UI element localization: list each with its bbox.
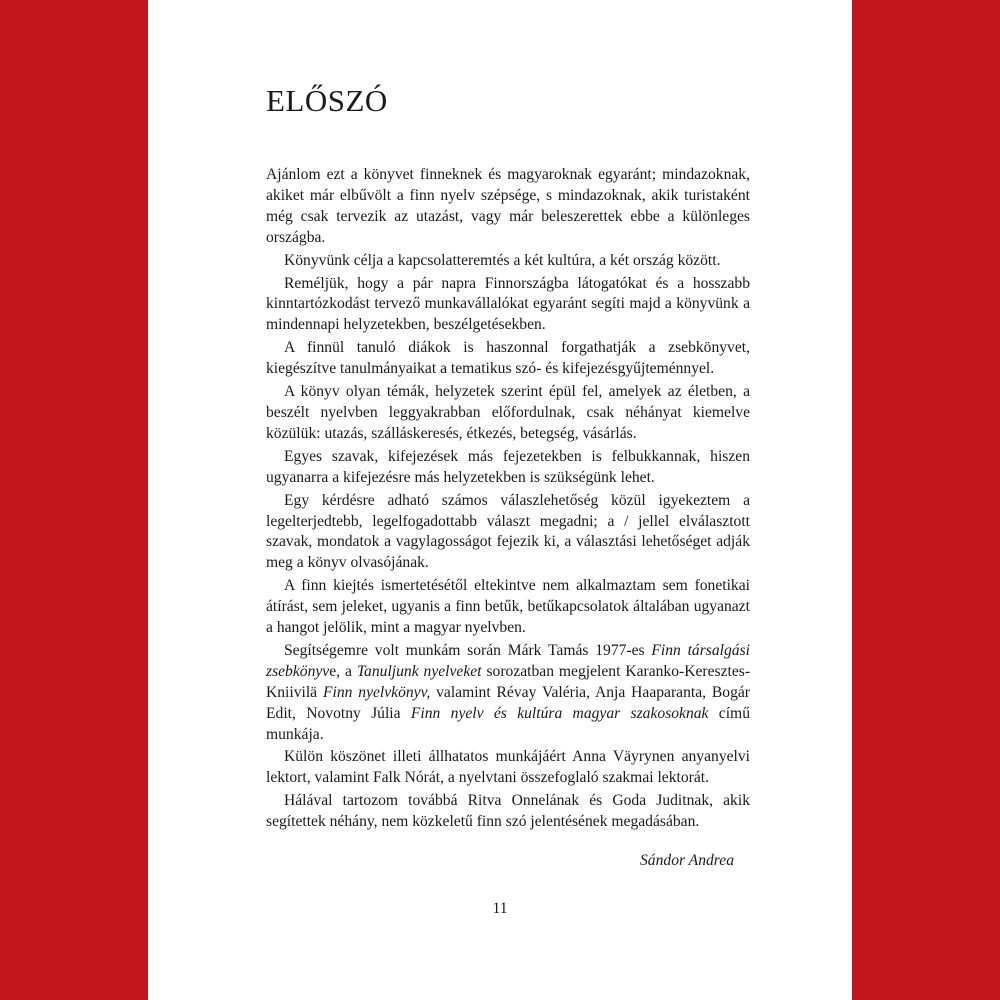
text-run: valamint Révay Valéria, Anja Haaparanta, Bogár Edit, Novotny Júlia	[266, 683, 750, 722]
text-run: Külön köszönet illeti állhatatos munkájáért Anna Väyrynen anyanyelvi lektort, valamint Falk Nórát, a nyelvtani összefoglaló szakmai lektorát.	[266, 748, 750, 787]
italic-title-run: Tanuljunk nyelveket	[356, 662, 482, 680]
paragraph	[266, 274, 750, 337]
paragraph	[266, 641, 750, 746]
chapter-title: ELŐSZÓ	[266, 83, 388, 118]
text-run: Könyvünk célja a kapcsolatteremtés a két kultúra, a két ország között.	[284, 251, 721, 269]
text-run: e, a	[329, 662, 357, 680]
paragraph	[266, 382, 750, 445]
italic-title-run: Finn társalgási zsebkönyv	[266, 641, 750, 680]
paragraph	[266, 165, 750, 249]
text-run: A finn kiejtés ismertetésétől eltekintve nem alkalmaztam sem fonetikai átírást, sem jeleket, ugyanis a finn betűk, betűkapcsolatok általában ugyanazt a hangot jelölik, mint a magyar nyelvben.	[266, 577, 750, 637]
text-run: A finnül tanuló diákok is haszonnal forgathatják a zsebkönyvet, kiegészítve tanulmányaikat a tematikus szó- és kifejezésgyűjteménnyel.	[266, 339, 750, 378]
text-run: Egyes szavak, kifejezések más fejezetekben is felbukkannak, hiszen ugyanarra a kifejezésre más helyzetekben is szükségünk lehet.	[266, 447, 750, 486]
text-run: című munkája.	[266, 704, 750, 743]
paragraph	[266, 791, 750, 833]
italic-title-run: Finn nyelvkönyv,	[322, 683, 431, 701]
book-page	[148, 0, 852, 1000]
text-run: Segítségemre volt munkám során Márk Tamás 1977-es	[284, 641, 652, 659]
page-number: 11	[492, 900, 508, 917]
text-run: sorozatban megjelent Karanko-Keresztes-Kniivilä	[266, 662, 751, 701]
text-run: A könyv olyan témák, helyzetek szerint épül fel, amelyek az életben, a beszélt nyelvben leggyakrabban előfordulnak, csak néhányat kiemelve közülük: utazás, szálláskeresés, étkezés, betegség, vásárlás.	[266, 383, 750, 442]
preface-body	[266, 165, 750, 835]
author-signature: Sándor Andrea	[640, 852, 734, 869]
paragraph	[266, 491, 750, 575]
paragraph	[266, 251, 750, 272]
text-run: Ajánlom ezt a könyvet finneknek és magyaroknak egyaránt; mindazoknak, akiket már elbűvölt a finn nyelv szépsége, s mindazoknak, akik turistaként még csak tervezik az utazást, vagy már beleszerettek ebbe a különleges országba.	[266, 166, 750, 246]
paragraph	[266, 576, 750, 639]
text-run: Egy kérdésre adható számos válaszlehetőség közül igyekeztem a legelterjedtebb, legelfogadottabb választ megadni; a / jellel elválasztott szavak, mondatok a vagylagosságot fejezik ki, a választási lehetőséget adják meg a könyv olvasójának.	[266, 491, 750, 572]
paragraph	[266, 747, 750, 789]
text-run: Reméljük, hogy a pár napra Finnországba látogatókat és a hosszabb kinntartózkodást tervező munkavállalókat egyaránt segíti majd a könyvünk a mindennapi helyzetekben, beszélgetésekben.	[266, 274, 750, 334]
text-run: Hálával tartozom továbbá Ritva Onnelának és Goda Juditnak, akik segítettek néhány, nem közkeletű finn szó jelentésének megadásában.	[266, 792, 750, 831]
italic-title-run: Finn nyelv és kultúra magyar szakosoknak	[410, 704, 709, 722]
paragraph	[266, 447, 750, 489]
paragraph	[266, 338, 750, 380]
